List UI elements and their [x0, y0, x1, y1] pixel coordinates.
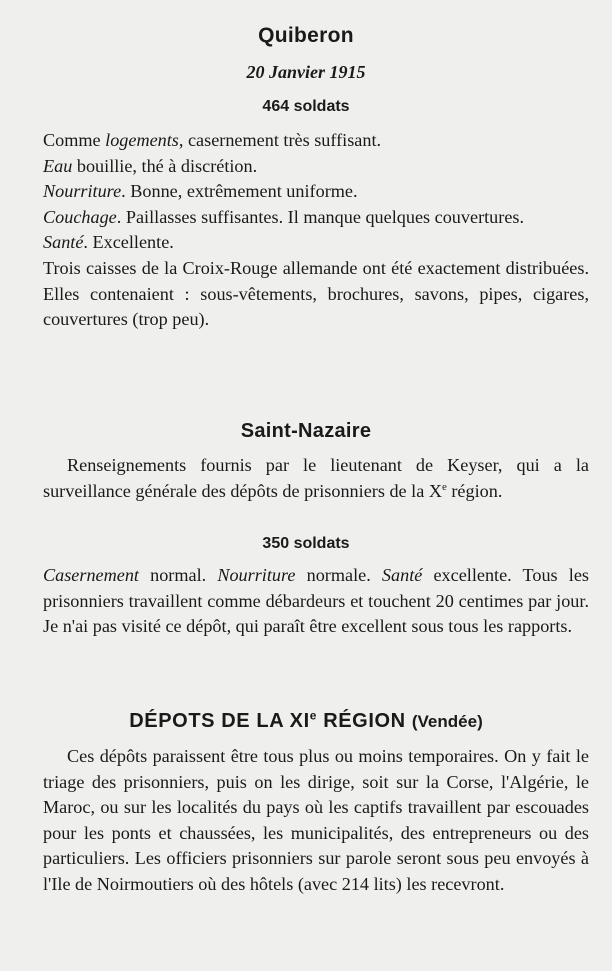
saint-nazaire-intro: Renseignements fournis par le lieutenant de Keyser, qui a la surveillance générale des dépôts de prisonniers de la Xe région. — [43, 455, 589, 501]
quiberon-nourriture: Nourriture. Bonne, extrêmement uniforme. — [43, 181, 358, 202]
xi-region-body: Ces dépôts paraissent être tous plus ou moins temporaires. On y fait le triage des prisonniers, puis on les dirige, soit sur la Corse, l'Algérie, le Maroc, ou sur les localités du pays où les captifs travaillent par escouades pour les ponts et chaussées, les municipalités, des entrepreneurs ou des particuliers. Les officiers prisonniers sur parole seront sous peu envoyés à l'Ile de Noirmoutiers où des hôtels (avec 214 lits) les recevront. — [43, 746, 589, 894]
quiberon-logements: Comme logements, casernement très suffisant. — [43, 130, 382, 150]
section-title-quiberon: Quiberon — [258, 24, 354, 47]
section-title-saint-nazaire: Saint-Nazaire — [240, 420, 372, 442]
quiberon-sante: Santé. Excellente. — [43, 232, 174, 253]
quiberon-eau: Eau bouillie, thé à discrétion. — [43, 155, 258, 176]
region-note: (Vendée) — [411, 712, 483, 731]
section-title-xi-region: DÉPOTS DE LA XIe RÉGION (Vendée) — [129, 708, 483, 732]
quiberon-couchage: Couchage. Paillasses suffisantes. Il manque quelques couvertures. — [43, 206, 525, 227]
quiberon-body — [43, 128, 589, 333]
saint-nazaire-count: 350 soldats — [262, 535, 350, 552]
saint-nazaire-body: Casernement normal. Nourriture normale. Santé excellente. Tous les prisonniers travaillent comme débardeurs et touchent 20 centimes par jour. Je n'ai pas visité ce dépôt, qui paraît être excellent sous tous les rapports. — [43, 565, 589, 637]
quiberon-date: 20 Janvier 1915 — [246, 62, 366, 82]
quiberon-count: 464 soldats — [262, 98, 350, 115]
quiberon-croix-rouge: Trois caisses de la Croix-Rouge allemande ont été exactement distribuées. Elles contenaient : sous-vêtements, brochures, savons, pipes, cigares, couvertures (trop peu). — [43, 257, 589, 330]
